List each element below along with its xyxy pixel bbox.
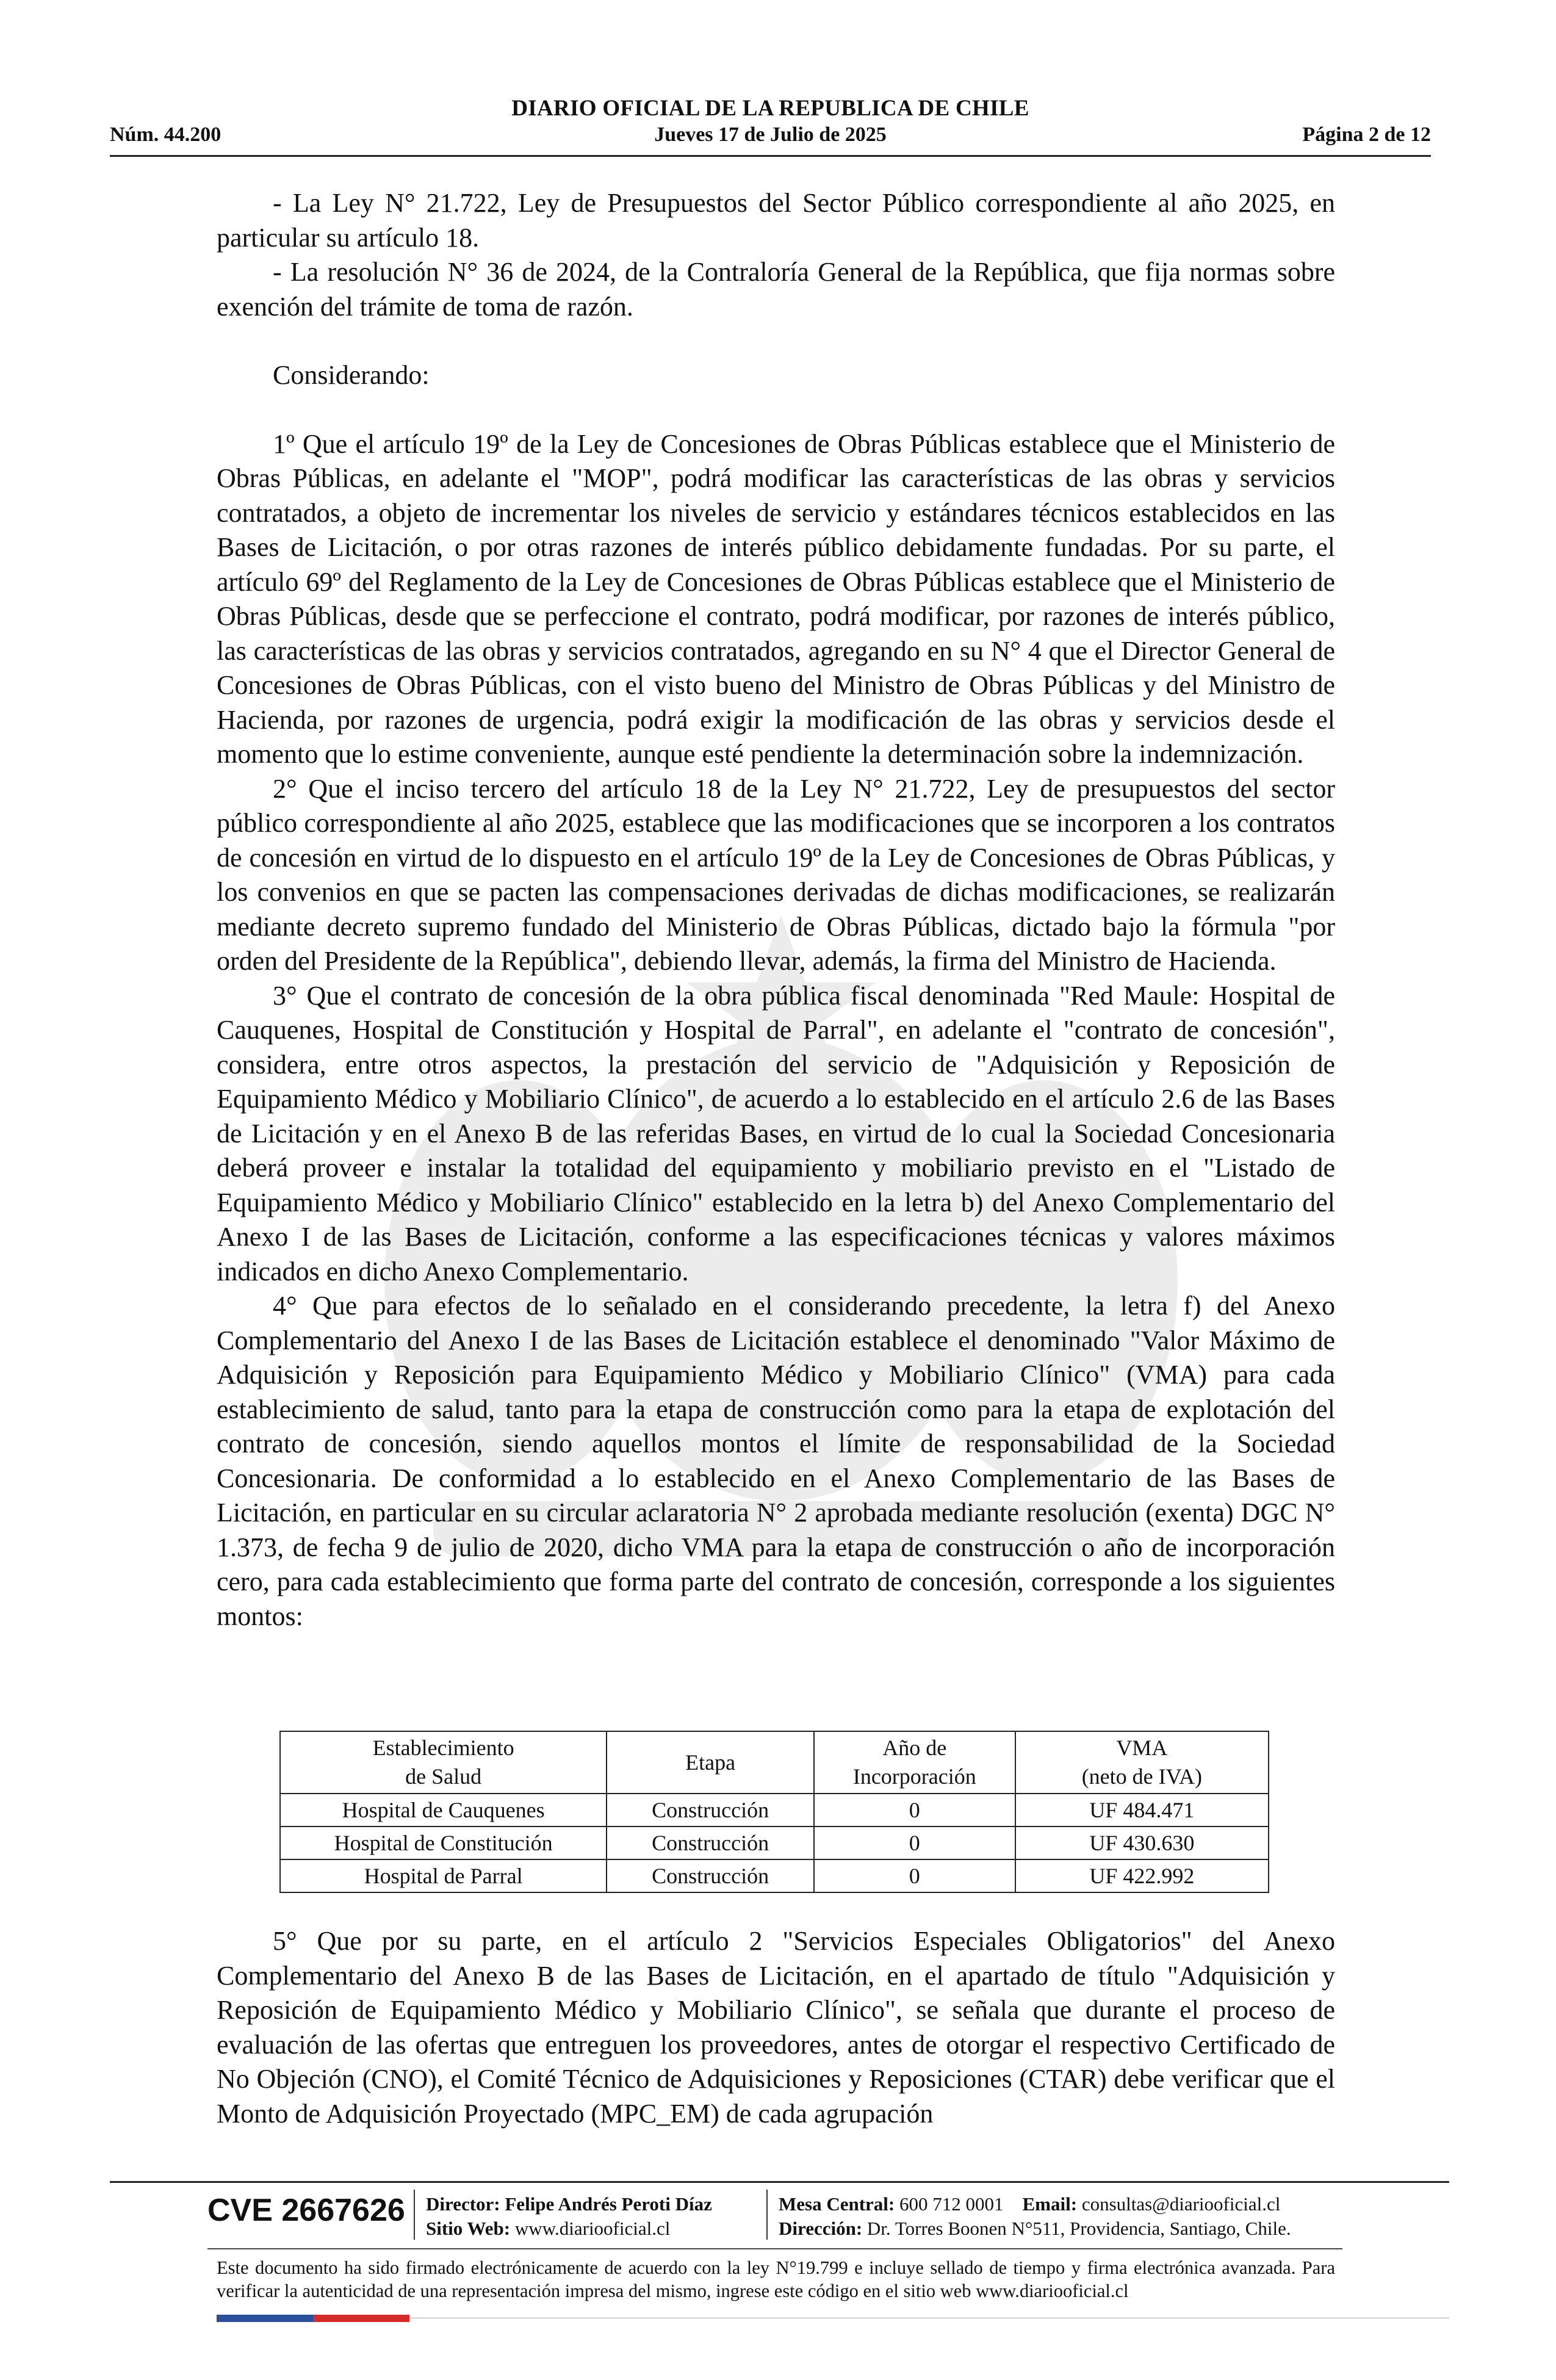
footer-director-block: Director: Felipe Andrés Peroti Díaz Sitio Web: www.diariooficial.cl (426, 2193, 712, 2239)
col-header-vma: VMA (neto de IVA) (1015, 1731, 1269, 1794)
cell-etapa: Construcción (607, 1826, 814, 1859)
flag-blue-segment (217, 2315, 313, 2322)
col-header-anio: Año de Incorporación (814, 1731, 1015, 1794)
document-body (217, 186, 1335, 1634)
col-header-etapa: Etapa (607, 1731, 814, 1794)
legal-notice: Este documento ha sido firmado electrónicamente de acuerdo con la ley N°19.799 e incluye sellado de tiempo y firma electrónica avanzada. Para verificar la autenticidad de una representación impresa del mismo, ingrese este código en el sitio web www.diariooficial.cl (217, 2257, 1335, 2301)
considerando-1: 1º Que el artículo 19º de la Ley de Concesiones de Obras Públicas establece que el Ministerio de Obras Públicas, en adelante el "MOP", podrá modificar las características de las obras y servicios contratados, a objeto de incrementar los niveles de servicio y estándares técnicos establecidos en las Bases de Licitación, o por otras razones de interés público debidamente fundadas. Por su parte, el artículo 69º del Reglamento de la Ley de Concesiones de Obras Públicas establece que el Ministerio de Obras Públicas, desde que se perfeccione el contrato, podrá modificar, por razones de interés público, las características de las obras y servicios contratados, agregando en su N° 4 que el Director General de Concesiones de Obras Públicas, con el visto bueno del Ministro de Obras Públicas y del Ministro de Hacienda, por razones de urgencia, podrá exigir la modificación de las obras y servicios desde el momento que lo estime conveniente, aunque esté pendiente la determinación sobre la indemnización. (217, 428, 1335, 769)
page-header (110, 92, 1431, 153)
flag-stripe (217, 2315, 409, 2322)
cell-etapa: Construcción (607, 1794, 814, 1826)
considerando-2: 2° Que el inciso tercero del artículo 18 de la Ley N° 21.722, Ley de presupuestos del sector público correspondiente al año 2025, establece que las modificaciones que se incorporen a los contratos de concesión en virtud de lo dispuesto en el artículo 19º de la Ley de Concesiones de Obras Públicas, y los convenios en que se pacten las compensaciones derivadas de dichas modificaciones, se realizarán mediante decreto supremo fundado del Ministerio de Obras Públicas, dictado bajo la fórmula "por orden del Presidente de la República", debiendo llevar, además, la firma del Ministro de Hacienda. (217, 773, 1335, 976)
footer-divider (110, 2181, 1449, 2183)
newspaper-title: DIARIO OFICIAL DE LA REPUBLICA DE CHILE (511, 96, 1029, 121)
cell-anio: 0 (814, 1859, 1015, 1892)
cell-establecimiento: Hospital de Constitución (280, 1826, 607, 1859)
considerando-4: 4° Que para efectos de lo señalado en el considerando precedente, la letra f) del Anexo Complementario del Anexo I de las Bases de Licitación establece el denominado "Valor Máximo de Adquisición y Reposición para Equipamiento Médico y Mobiliario Clínico" (VMA) para cada establecimiento de salud, tanto para la etapa de construcción como para la etapa de explotación del contrato de concesión, siendo aquellos montos el límite de responsabilidad de la Sociedad Concesionaria. De conformidad a lo establecido en el Anexo Complementario de las Bases de Licitación, en particular en su circular aclaratoria N° 2 aprobada mediante resolución (exenta) DGC N° 1.373, de fecha 9 de julio de 2020, dicho VMA para la etapa de construcción o año de incorporación cero, para cada establecimiento que forma parte del contrato de concesión, corresponde a los siguientes montos: (217, 1291, 1335, 1631)
considerando-heading: Considerando: (273, 360, 430, 390)
cell-vma: UF 422.992 (1015, 1859, 1269, 1892)
cve-code: CVE 2667626 (207, 2193, 405, 2228)
table-row (280, 1794, 1269, 1826)
paragraph-resolucion: - La resolución N° 36 de 2024, de la Contraloría General de la República, que fija normas sobre exención del trámite de toma de razón. (217, 257, 1335, 322)
vma-table-container (279, 1731, 1269, 1893)
website-link[interactable]: www.diariooficial.cl (514, 2218, 671, 2239)
cell-etapa: Construcción (607, 1859, 814, 1892)
email-link[interactable]: consultas@diariooficial.cl (1081, 2193, 1281, 2215)
phone-number: 600 712 0001 (899, 2193, 1004, 2215)
considerando-3: 3° Que el contrato de concesión de la obra pública fiscal denominada "Red Maule: Hospital de Cauquenes, Hospital de Constitución y Hospital de Parral", en adelante el "contrato de concesión", considera, entre otros aspectos, la prestación del servicio de "Adquisición y Reposición de Equipamiento Médico y Mobiliario Clínico", de acuerdo a lo establecido en el artículo 2.6 de las Bases de Licitación y en el Anexo B de las referidas Bases, en virtud de lo cual la Sociedad Concesionaria deberá proveer e instalar la totalidad del equipamiento y mobiliario previsto en el "Listado de Equipamiento Médico y Mobiliario Clínico" establecido en la letra b) del Anexo Complementario del Anexo I de las Bases de Licitación, conforme a las especificaciones técnicas y valores máximos indicados en dicho Anexo Complementario. (217, 980, 1335, 1286)
page-number: Página 2 de 12 (1302, 123, 1431, 146)
cell-anio: 0 (814, 1826, 1015, 1859)
vma-table (279, 1731, 1269, 1893)
cell-anio: 0 (814, 1794, 1015, 1826)
cell-vma: UF 430.630 (1015, 1826, 1269, 1859)
considerando-5: 5° Que por su parte, en el artículo 2 "Servicios Especiales Obligatorios" del Anexo Complementario del Anexo B de las Bases de Licitación, en el apartado de título "Adquisición y Reposición de Equipamiento Médico y Mobiliario Clínico", se señala que durante el proceso de evaluación de las ofertas que entreguen los proveedores, antes de otorgar el respectivo Certificado de No Objeción (CNO), el Comité Técnico de Adquisiciones y Reposiciones (CTAR) debe verificar que el Monto de Adquisición Proyectado (MPC_EM) de cada agrupación (217, 1926, 1335, 2129)
document-body-continued (217, 1924, 1335, 2131)
footer-separator (414, 2190, 415, 2240)
table-row (280, 1826, 1269, 1859)
footer-separator (766, 2190, 768, 2240)
issue-date: Jueves 17 de Julio de 2025 (654, 123, 887, 146)
director-name: Felipe Andrés Peroti Díaz (505, 2193, 712, 2215)
table-header-row (280, 1731, 1269, 1794)
cell-establecimiento: Hospital de Parral (280, 1859, 607, 1892)
issue-number: Núm. 44.200 (110, 123, 222, 146)
flag-red-segment (313, 2315, 409, 2322)
table-row (280, 1859, 1269, 1892)
cell-establecimiento: Hospital de Cauquenes (280, 1794, 607, 1826)
footer-contact-block: Mesa Central: 600 712 0001 Email: consultas@diariooficial.cl Dirección: Dr. Torres Boonen N°511, Providencia, Santiago, Chile. (779, 2193, 1291, 2239)
col-header-establecimiento: Establecimiento de Salud (280, 1731, 607, 1794)
paragraph-ley-presupuestos: - La Ley N° 21.722, Ley de Presupuestos del Sector Público correspondiente al año 2025, en particular su artículo 18. (217, 188, 1335, 253)
footer-divider-thin (207, 2248, 1342, 2249)
header-divider (110, 155, 1431, 157)
address: Dr. Torres Boonen N°511, Providencia, Santiago, Chile. (866, 2218, 1291, 2239)
cell-vma: UF 484.471 (1015, 1794, 1269, 1826)
